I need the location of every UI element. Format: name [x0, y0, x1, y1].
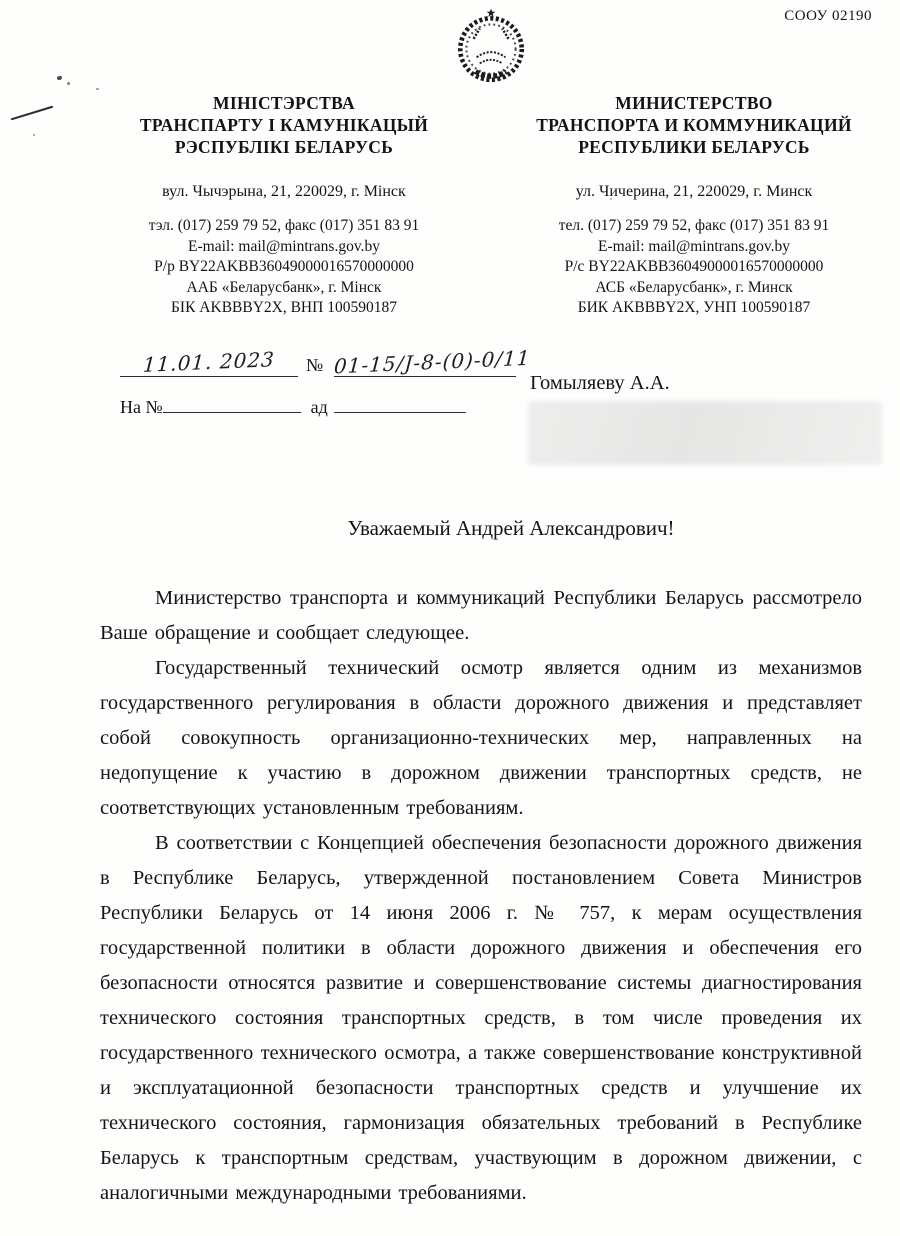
bic-line: БІК AKBBBY2X, ВНП 100590187	[171, 299, 397, 316]
handwritten-date: 11.01. 2023	[142, 347, 276, 377]
scan-artifact	[96, 88, 99, 90]
reply-from-label: ад	[310, 397, 328, 417]
paragraph: Государственный технический осмотр является одним из механизмов государственного регулирования в области дорожного движения и представляет собой совокупность организационно-технических мер, направленных на недопущение к участию в дорожном движении транспортных средств, не соответствующих установленным требованиям.	[100, 657, 862, 819]
reply-reference-line	[120, 396, 530, 418]
email-line: E-mail: mail@mintrans.gov.by	[188, 237, 380, 255]
date-number-line	[120, 345, 531, 392]
org-name-line: ТРАНСПАРТУ І КАМУНІКАЦЫЙ	[139, 115, 429, 135]
account-line: Р/р BY22AKBB36049000016570000000	[154, 258, 414, 275]
scan-artifact	[610, 198, 612, 200]
reference-block	[120, 345, 531, 418]
paragraph: В соответствии с Концепцией обеспечения безопасности дорожного движения в Республике Беларусь, утвержденной постановлением Совета Министров Республики Беларусь от 14 июня 2006 г. № 757, к мерам осуществления государственной политики в области дорожного движения и обеспечения его безопасности относятся развитие и совершенствование системы диагностирования технического состояния транспортных средств, в том числе проведения их государственного технического осмотра, а также совершенствование конструктивной и эксплуатационной безопасности транспортных средств и улучшение их технического состояния, гармонизация обязательных требований в Республике Беларусь к транспортным средствам, участвующим в дорожном движении, с аналогичными международными требованиями.	[100, 832, 862, 1204]
org-name-line: ТРАНСПОРТА И КОММУНИКАЦИЙ	[536, 115, 852, 135]
form-code: СООУ 02190	[784, 8, 872, 24]
scan-artifact	[33, 134, 35, 136]
account-line: Р/с BY22AKBB36049000016570000000	[564, 258, 824, 275]
redacted-address-block	[528, 401, 882, 465]
reply-date-blank	[334, 396, 466, 413]
date-field	[120, 347, 298, 377]
org-name-line: РЭСПУБЛІКІ БЕЛАРУСЬ	[174, 137, 394, 157]
bank-line: АСБ «Беларусбанк», г. Минск	[595, 278, 793, 296]
org-name-line: РЕСПУБЛИКИ БЕЛАРУСЬ	[578, 137, 810, 157]
org-contacts	[508, 216, 880, 319]
bank-line: ААБ «Беларусбанк», г. Мінск	[186, 278, 382, 296]
org-address: ул. Чичерина, 21, 220029, г. Минск	[575, 183, 813, 200]
phone-fax-line: тэл. (017) 259 79 52, факс (017) 351 83 91	[148, 217, 420, 234]
org-address: вул. Чычэрына, 21, 220029, г. Мінск	[162, 183, 406, 200]
reply-prefix: На №	[120, 397, 163, 417]
salutation: Уважаемый Андрей Александрович!	[347, 516, 675, 540]
org-name-line: МИНИСТЕРСТВО	[615, 93, 773, 113]
handwritten-number: 01-15/Ј-8-(0)-0/11	[333, 345, 531, 379]
scan-artifact	[11, 106, 54, 121]
email-line: E-mail: mail@mintrans.gov.by	[598, 237, 790, 255]
org-name-line: МІНІСТЭРСТВА	[213, 93, 355, 113]
phone-fax-line: тел. (017) 259 79 52, факс (017) 351 83 91	[558, 217, 830, 234]
letterhead-belarusian	[100, 92, 468, 319]
coat-of-arms-icon	[455, 6, 527, 88]
number-sign: №	[306, 355, 324, 375]
scan-artifact	[57, 76, 62, 80]
recipient-name: Гомыляеву А.А.	[530, 372, 670, 394]
outgoing-number-field	[333, 345, 531, 379]
letterhead-russian	[508, 92, 880, 319]
letter-body	[100, 581, 862, 1211]
org-contacts	[100, 216, 468, 319]
scan-artifact	[67, 82, 70, 85]
paragraph: Министерство транспорта и коммуникаций Республики Беларусь рассмотрело Ваше обращение и сообщает следующее.	[100, 587, 862, 644]
bic-line: БИК AKBBBY2X, УНП 100590187	[577, 299, 811, 316]
reply-number-blank	[163, 396, 301, 413]
